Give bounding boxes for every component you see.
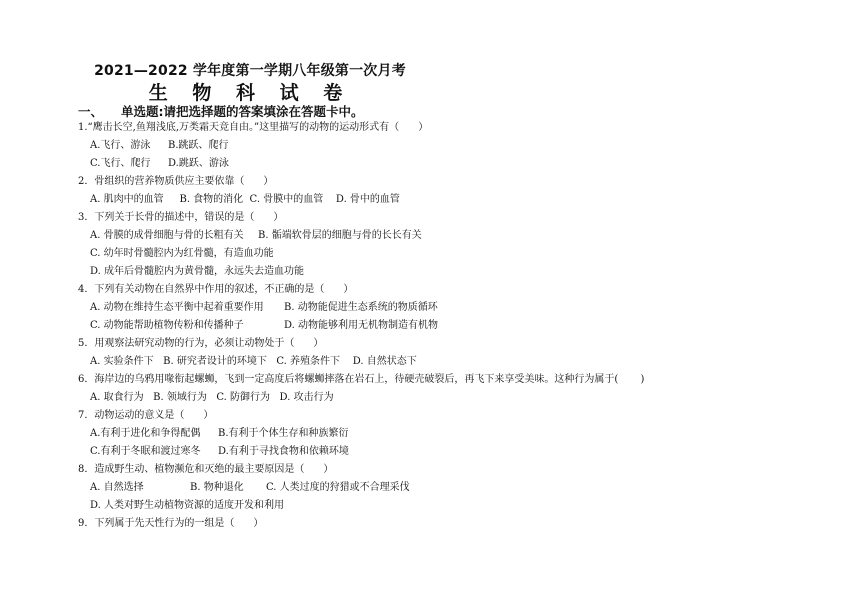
exam-title: 2021—2022 学年度第一学期八年级第一次月考 [94,63,406,79]
subject-title: 生 物 科 试 卷 [148,82,352,104]
question-7-stem: 7．动物运动的意义是（ ） [78,410,214,421]
question-6-options: A. 取食行为 B. 领域行为 C. 防御行为 D. 攻击行为 [90,392,334,403]
question-3-option-b: B. 骺端软骨层的细胞与骨的长长有关 [258,230,422,241]
section-instructions: 单选题:请把选择题的答案填涂在答题卡中。 [121,104,364,119]
question-3-stem: 3．下列关于长骨的描述中，错误的是（ ） [78,212,284,223]
question-1-stem: 1.“鹰击长空,鱼翔浅底,万类霜天竞自由。”这里描写的动物的运动形式有（ ） [78,122,429,133]
question-2-options: A. 肌肉中的血管 B. 食物的消化 C. 骨膜中的血管 D. 骨中的血管 [90,194,400,205]
question-3-option-d: D. 成年后骨髓腔内为黄骨髓，永远失去造血功能 [90,266,305,277]
question-8-stem: 8．造成野生动、植物濒危和灭绝的最主要原因是（ ） [78,464,334,475]
question-1-option-b: B.跳跃、爬行 [168,140,229,151]
question-3-option-a: A. 骨膜的成骨细胞与骨的长粗有关 [90,230,244,241]
question-4-stem: 4．下列有关动物在自然界中作用的叙述，不正确的是（ ） [78,284,354,295]
question-7-option-a: A.有利于进化和争得配偶 [90,428,201,439]
question-6-stem: 6．海岸边的乌鸦用喙衔起螺蛳，飞到一定高度后将螺蛳摔落在岩石上，待硬壳破裂后，再飞下来享受美味。这种行为属于( ) [78,374,645,385]
question-7-option-b: B.有利于个体生存和种族繁衍 [218,428,349,439]
question-9-stem: 9．下列属于先天性行为的一组是（ ） [78,518,264,529]
question-4-option-a: A. 动物在维持生态平衡中起着重要作用 [90,302,264,313]
question-5-stem: 5．用观察法研究动物的行为，必须让动物处于（ ） [78,338,324,349]
section-heading [78,102,364,120]
question-4-option-d: D. 动物能够利用无机物制造有机物 [284,320,439,331]
question-5-options: A. 实验条件下 B. 研究者设计的环境下 C. 养殖条件下 D. 自然状态下 [90,356,417,367]
question-1-option-d: D.跳跃、游泳 [168,158,229,169]
question-8-option-c: C. 人类过度的狩猎或不合理采伐 [266,482,410,493]
question-3-option-c: C. 幼年时骨髓腔内为红骨髓，有造血功能 [90,248,274,259]
section-number: 一、 [78,104,104,119]
question-8-option-b: B. 物种退化 [190,482,244,493]
question-1-option-a: A.飞行、游泳 [90,140,151,151]
question-2-stem: 2．骨组织的营养物质供应主要依靠（ ） [78,176,274,187]
question-7-option-d: D.有利于寻找食物和依赖环境 [218,446,349,457]
question-7-option-c: C.有利于冬眠和渡过寒冬 [90,446,201,457]
question-4-option-c: C. 动物能帮助植物传粉和传播种子 [90,320,244,331]
question-4-option-b: B. 动物能促进生态系统的物质循环 [284,302,438,313]
question-1-option-c: C.飞行、爬行 [90,158,151,169]
question-8-option-a: A. 自然选择 [90,482,144,493]
question-8-option-d: D. 人类对野生动植物资源的适度开发和利用 [90,500,285,511]
